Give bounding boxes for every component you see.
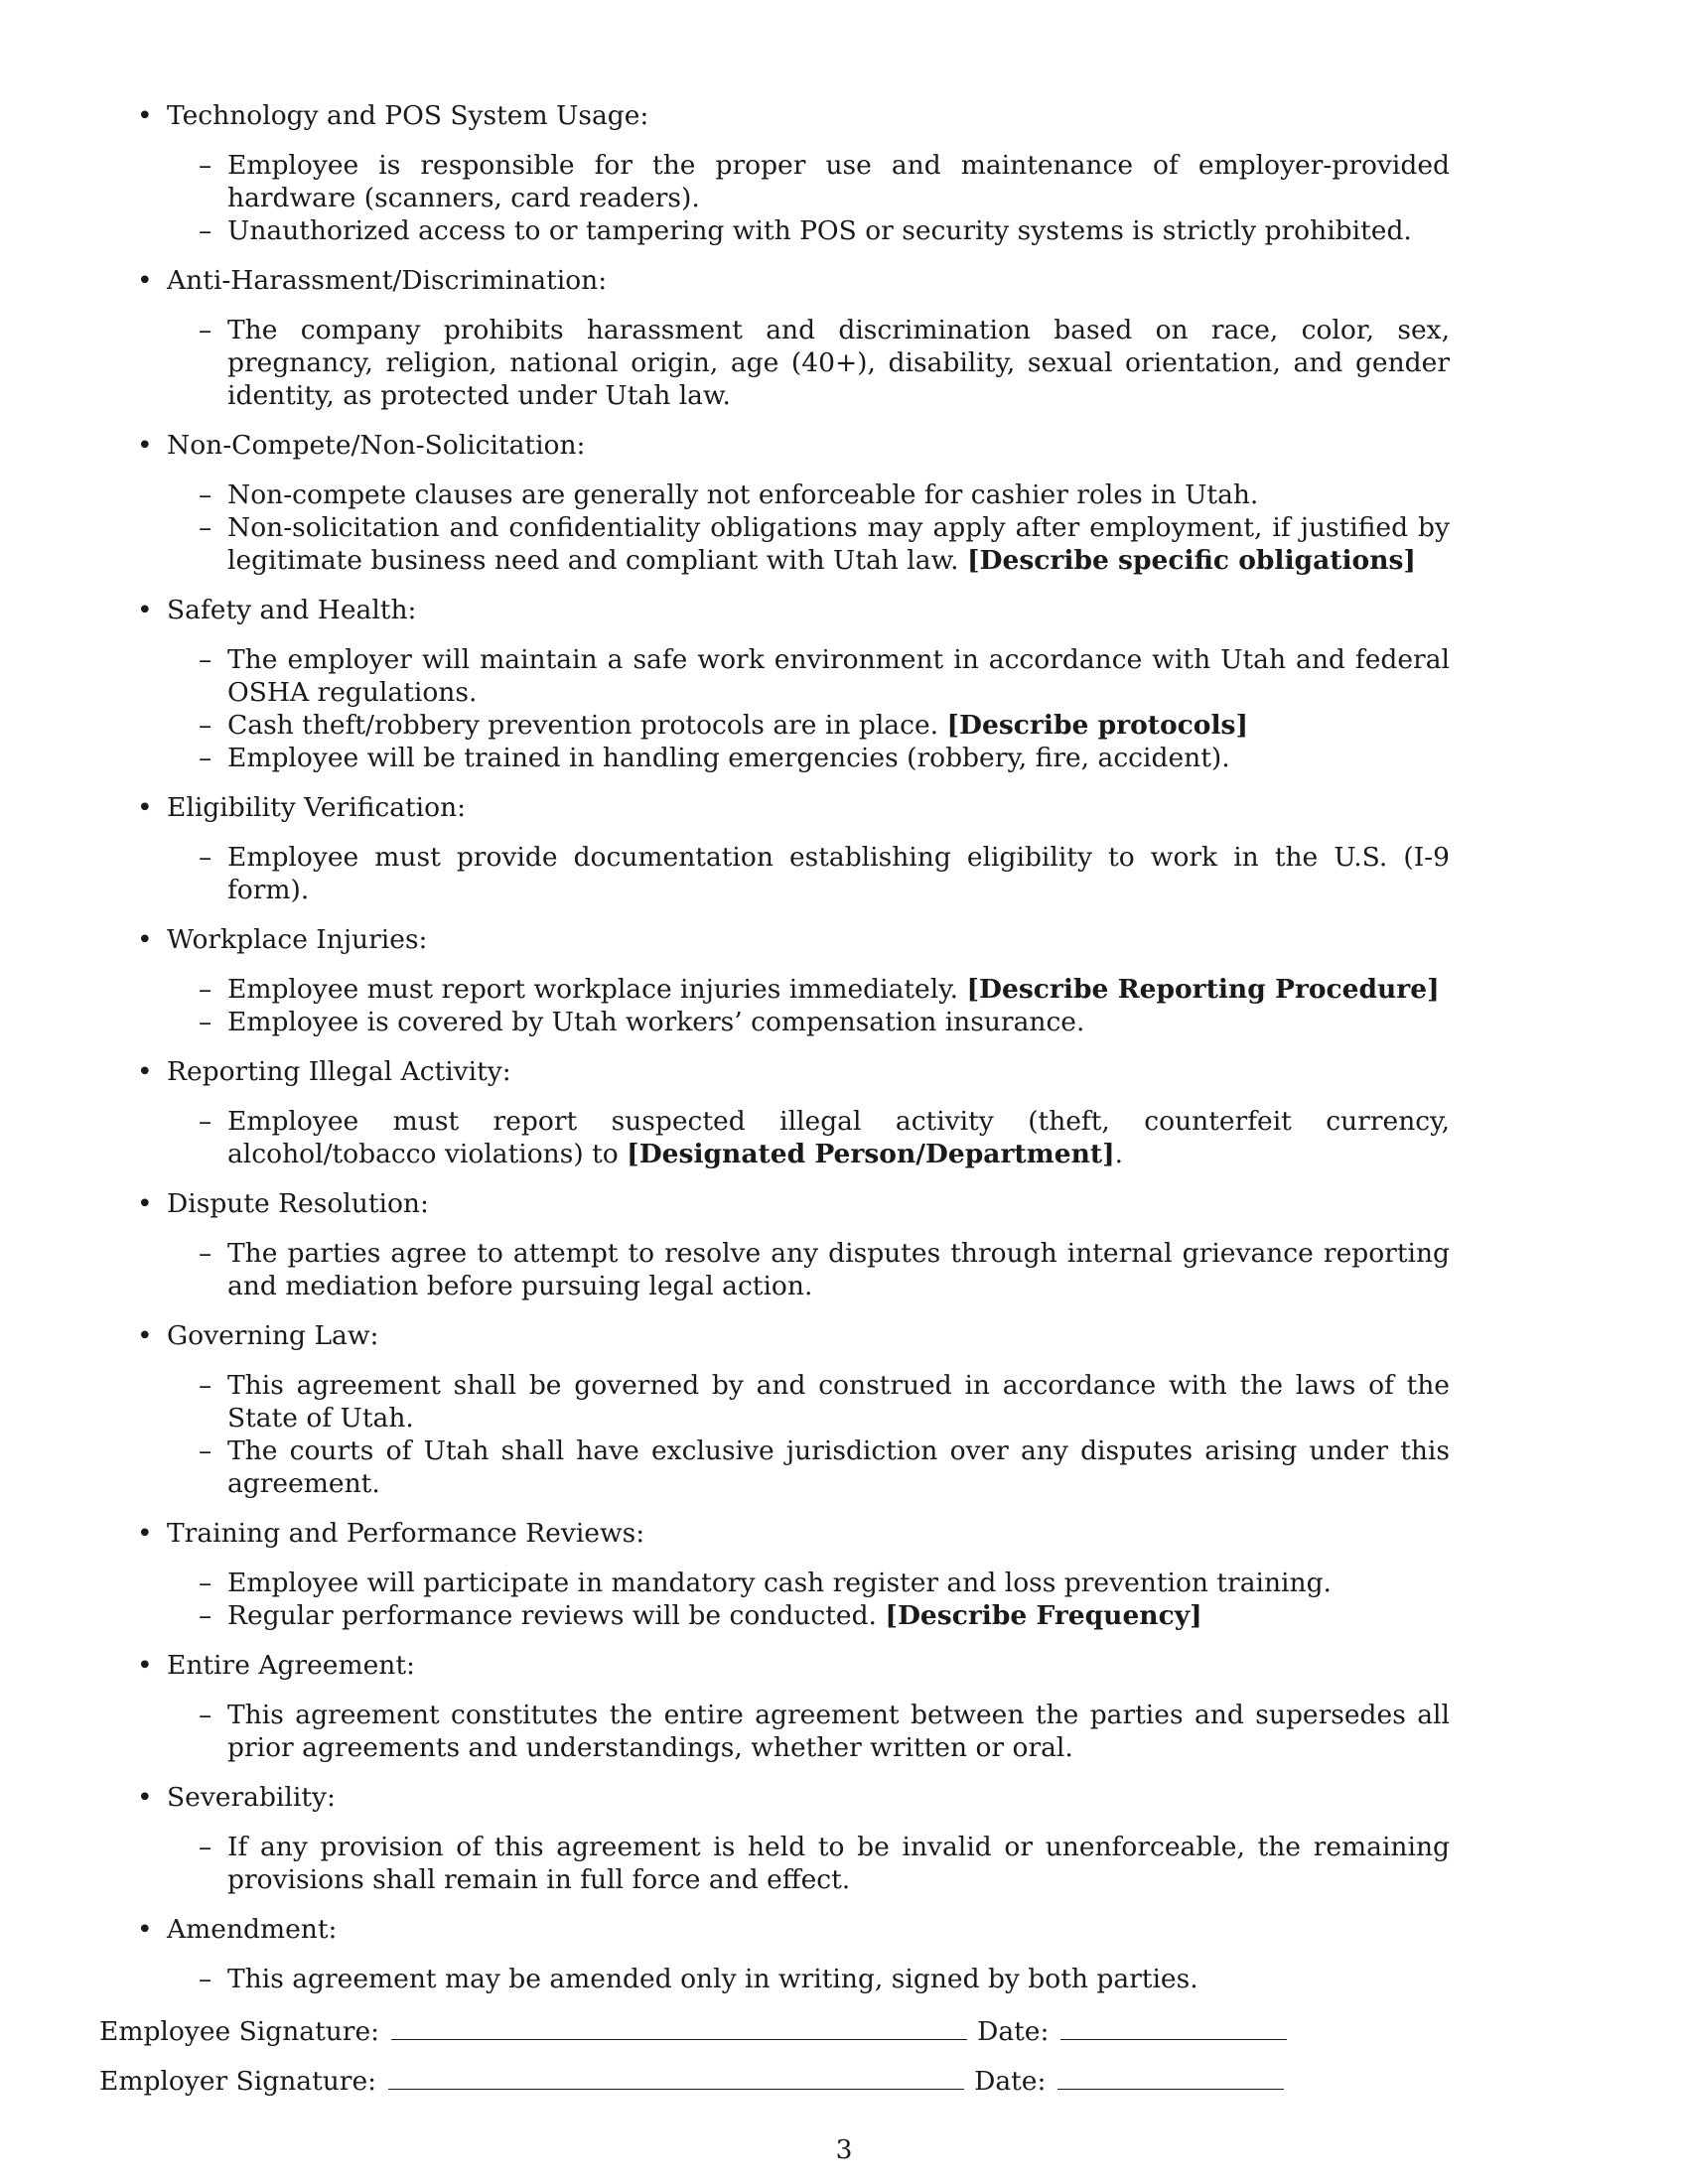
section-heading bbox=[99, 264, 1589, 297]
date-label: Date: bbox=[977, 2016, 1050, 2047]
list-item-text: Unauthorized access to or tampering with POS or security systems is strictly prohibited. bbox=[227, 215, 1412, 246]
dash-icon: – bbox=[199, 743, 212, 773]
list-item bbox=[99, 1831, 1450, 1896]
section-heading-text: Anti-Harassment/Discrimination: bbox=[167, 265, 608, 296]
document-body bbox=[99, 99, 1589, 2115]
list-item-text: Regular performance reviews will be conducted. bbox=[227, 1600, 877, 1631]
section-heading-text: Workplace Injuries: bbox=[167, 924, 428, 955]
bullet-icon: • bbox=[137, 792, 153, 823]
section-heading-text: Eligibility Verification: bbox=[167, 792, 467, 823]
list-item-text: This agreement may be amended only in writing, signed by both parties. bbox=[227, 1964, 1198, 1994]
sub-item-list bbox=[99, 1963, 1589, 1995]
page-number: 3 bbox=[835, 2134, 853, 2165]
section bbox=[99, 264, 1589, 412]
section bbox=[99, 1187, 1589, 1302]
list-item bbox=[99, 511, 1450, 577]
sub-item-list bbox=[99, 1699, 1589, 1764]
list-item bbox=[99, 742, 1450, 774]
section-heading-text: Amendment: bbox=[167, 1914, 338, 1945]
list-item bbox=[99, 709, 1450, 742]
sub-item-list bbox=[99, 973, 1589, 1038]
list-item bbox=[99, 643, 1450, 709]
section bbox=[99, 1055, 1589, 1170]
list-item bbox=[99, 1369, 1450, 1434]
sub-item-list bbox=[99, 314, 1589, 412]
section-heading bbox=[99, 923, 1589, 956]
signature-block bbox=[99, 2015, 1589, 2115]
section-heading bbox=[99, 1517, 1589, 1550]
date-line[interactable] bbox=[1057, 2065, 1284, 2090]
list-item bbox=[99, 1599, 1450, 1632]
bullet-icon: • bbox=[137, 100, 153, 131]
section-heading bbox=[99, 1055, 1589, 1088]
bullet-icon: • bbox=[137, 1782, 153, 1813]
date-line[interactable] bbox=[1060, 2015, 1287, 2040]
dash-icon: – bbox=[199, 479, 212, 510]
bullet-icon: • bbox=[137, 430, 153, 461]
dash-icon: – bbox=[199, 1238, 212, 1269]
section-heading-text: Reporting Illegal Activity: bbox=[167, 1056, 511, 1087]
section bbox=[99, 1517, 1589, 1632]
list-item bbox=[99, 1237, 1450, 1302]
list-item-text: The courts of Utah shall have exclusive jurisdiction over any disputes arising under this agreement. bbox=[227, 1435, 1450, 1499]
list-item-text: Cash theft/robbery prevention protocols are in place. bbox=[227, 710, 939, 741]
dash-icon: – bbox=[199, 974, 212, 1005]
section bbox=[99, 1649, 1589, 1764]
dash-icon: – bbox=[199, 315, 212, 345]
agreement-sections bbox=[99, 99, 1589, 1995]
signature-row bbox=[99, 2015, 1589, 2065]
list-item-text: Employee will be trained in handling emergencies (robbery, fire, accident). bbox=[227, 743, 1230, 773]
section-heading bbox=[99, 1781, 1589, 1814]
dash-icon: – bbox=[199, 1370, 212, 1401]
list-item-text: The employer will maintain a safe work environment in accordance with Utah and federal OSHA regulations. bbox=[227, 644, 1450, 708]
list-item bbox=[99, 1699, 1450, 1764]
sub-item-list bbox=[99, 1369, 1589, 1500]
list-item-text: Employee is responsible for the proper use and maintenance of employer-provided hardware (scanners, card readers). bbox=[227, 150, 1450, 213]
placeholder-field: [Designated Person/Department] bbox=[627, 1139, 1115, 1169]
signature-line[interactable] bbox=[391, 2015, 967, 2040]
section-heading bbox=[99, 1649, 1589, 1682]
bullet-icon: • bbox=[137, 1056, 153, 1087]
dash-icon: – bbox=[199, 1600, 212, 1631]
list-item-text: Non-solicitation and confidentiality obligations may apply after employment, if justified by legitimate business need and compliant with Utah law. bbox=[227, 512, 1450, 576]
dash-icon: – bbox=[199, 1106, 212, 1137]
placeholder-field: [Describe specific obligations] bbox=[966, 545, 1416, 576]
section bbox=[99, 1319, 1589, 1500]
dash-icon: – bbox=[199, 1832, 212, 1862]
sub-item-list bbox=[99, 643, 1589, 774]
list-item-text: If any provision of this agreement is held to be invalid or unenforceable, the remaining provisions shall remain in full force and effect. bbox=[227, 1832, 1450, 1895]
dash-icon: – bbox=[199, 644, 212, 675]
dash-icon: – bbox=[199, 1964, 212, 1994]
section-heading bbox=[99, 99, 1589, 132]
section bbox=[99, 923, 1589, 1038]
sub-item-list bbox=[99, 478, 1589, 577]
sub-item-list bbox=[99, 1567, 1589, 1632]
section-heading-text: Governing Law: bbox=[167, 1320, 379, 1351]
section-heading bbox=[99, 1913, 1589, 1946]
dash-icon: – bbox=[199, 710, 212, 741]
dash-icon: – bbox=[199, 1568, 212, 1598]
section-heading-text: Severability: bbox=[167, 1782, 336, 1813]
list-item-text: Employee must provide documentation establishing eligibility to work in the U.S. (I-9 form). bbox=[227, 842, 1450, 905]
dash-icon: – bbox=[199, 1700, 212, 1730]
list-item-text: Employee must report workplace injuries immediately. bbox=[227, 974, 959, 1005]
list-item bbox=[99, 1963, 1450, 1995]
list-item-text: Non-compete clauses are generally not enforceable for cashier roles in Utah. bbox=[227, 479, 1259, 510]
list-item bbox=[99, 973, 1450, 1006]
list-item bbox=[99, 214, 1450, 247]
dash-icon: – bbox=[199, 215, 212, 246]
section bbox=[99, 1781, 1589, 1896]
placeholder-field: [Describe Frequency] bbox=[885, 1600, 1202, 1631]
signature-label: Employer Signature: bbox=[99, 2066, 377, 2097]
section-heading bbox=[99, 791, 1589, 824]
signature-line[interactable] bbox=[388, 2065, 964, 2090]
signature-label: Employee Signature: bbox=[99, 2016, 380, 2047]
section-heading-text: Technology and POS System Usage: bbox=[167, 100, 649, 131]
section-heading-text: Training and Performance Reviews: bbox=[167, 1518, 645, 1549]
section-heading bbox=[99, 1319, 1589, 1352]
dash-icon: – bbox=[199, 150, 212, 181]
section bbox=[99, 429, 1589, 577]
list-item bbox=[99, 1434, 1450, 1500]
dash-icon: – bbox=[199, 512, 212, 543]
sub-item-list bbox=[99, 149, 1589, 247]
section-heading-text: Safety and Health: bbox=[167, 595, 417, 625]
list-item-text: The parties agree to attempt to resolve any disputes through internal grievance reporting and mediation before pursuing legal action. bbox=[227, 1238, 1450, 1301]
bullet-icon: • bbox=[137, 265, 153, 296]
sub-item-list bbox=[99, 1237, 1589, 1302]
dash-icon: – bbox=[199, 1435, 212, 1466]
dash-icon: – bbox=[199, 842, 212, 873]
section bbox=[99, 791, 1589, 906]
bullet-icon: • bbox=[137, 1518, 153, 1549]
list-item bbox=[99, 841, 1450, 906]
list-item-text: This agreement shall be governed by and construed in accordance with the laws of the State of Utah. bbox=[227, 1370, 1450, 1433]
section-heading-text: Dispute Resolution: bbox=[167, 1188, 429, 1219]
section-heading bbox=[99, 1187, 1589, 1220]
list-item bbox=[99, 1105, 1450, 1170]
date-label: Date: bbox=[974, 2066, 1047, 2097]
list-item bbox=[99, 149, 1450, 214]
placeholder-field: [Describe Reporting Procedure] bbox=[966, 974, 1440, 1005]
bullet-icon: • bbox=[137, 595, 153, 625]
section bbox=[99, 1913, 1589, 1995]
section-heading bbox=[99, 429, 1589, 462]
bullet-icon: • bbox=[137, 1914, 153, 1945]
list-item bbox=[99, 1567, 1450, 1599]
placeholder-field: [Describe protocols] bbox=[946, 710, 1248, 741]
list-item bbox=[99, 314, 1450, 412]
section-heading bbox=[99, 594, 1589, 626]
punctuation: . bbox=[1114, 1139, 1124, 1169]
list-item-text: This agreement constitutes the entire agreement between the parties and supersedes all prior agreements and understandings, whether written or oral. bbox=[227, 1700, 1450, 1763]
list-item-text: Employee will participate in mandatory cash register and loss prevention training. bbox=[227, 1568, 1332, 1598]
list-item bbox=[99, 1006, 1450, 1038]
section bbox=[99, 99, 1589, 247]
list-item bbox=[99, 478, 1450, 511]
list-item-text: Employee must report suspected illegal activity (theft, counterfeit currency, alcohol/tobacco violations) to bbox=[227, 1106, 1450, 1169]
sub-item-list bbox=[99, 1831, 1589, 1896]
bullet-icon: • bbox=[137, 1320, 153, 1351]
dash-icon: – bbox=[199, 1007, 212, 1037]
section-heading-text: Entire Agreement: bbox=[167, 1650, 415, 1681]
list-item-text: The company prohibits harassment and discrimination based on race, color, sex, pregnancy, religion, national origin, age (40+), disability, sexual orientation, and gender identity, as protected under Utah law. bbox=[227, 315, 1450, 411]
signature-row bbox=[99, 2065, 1589, 2115]
section bbox=[99, 594, 1589, 774]
bullet-icon: • bbox=[137, 1650, 153, 1681]
section-heading-text: Non-Compete/Non-Solicitation: bbox=[167, 430, 586, 461]
bullet-icon: • bbox=[137, 1188, 153, 1219]
list-item-text: Employee is covered by Utah workers’ compensation insurance. bbox=[227, 1007, 1085, 1037]
bullet-icon: • bbox=[137, 924, 153, 955]
sub-item-list bbox=[99, 841, 1589, 906]
sub-item-list bbox=[99, 1105, 1589, 1170]
